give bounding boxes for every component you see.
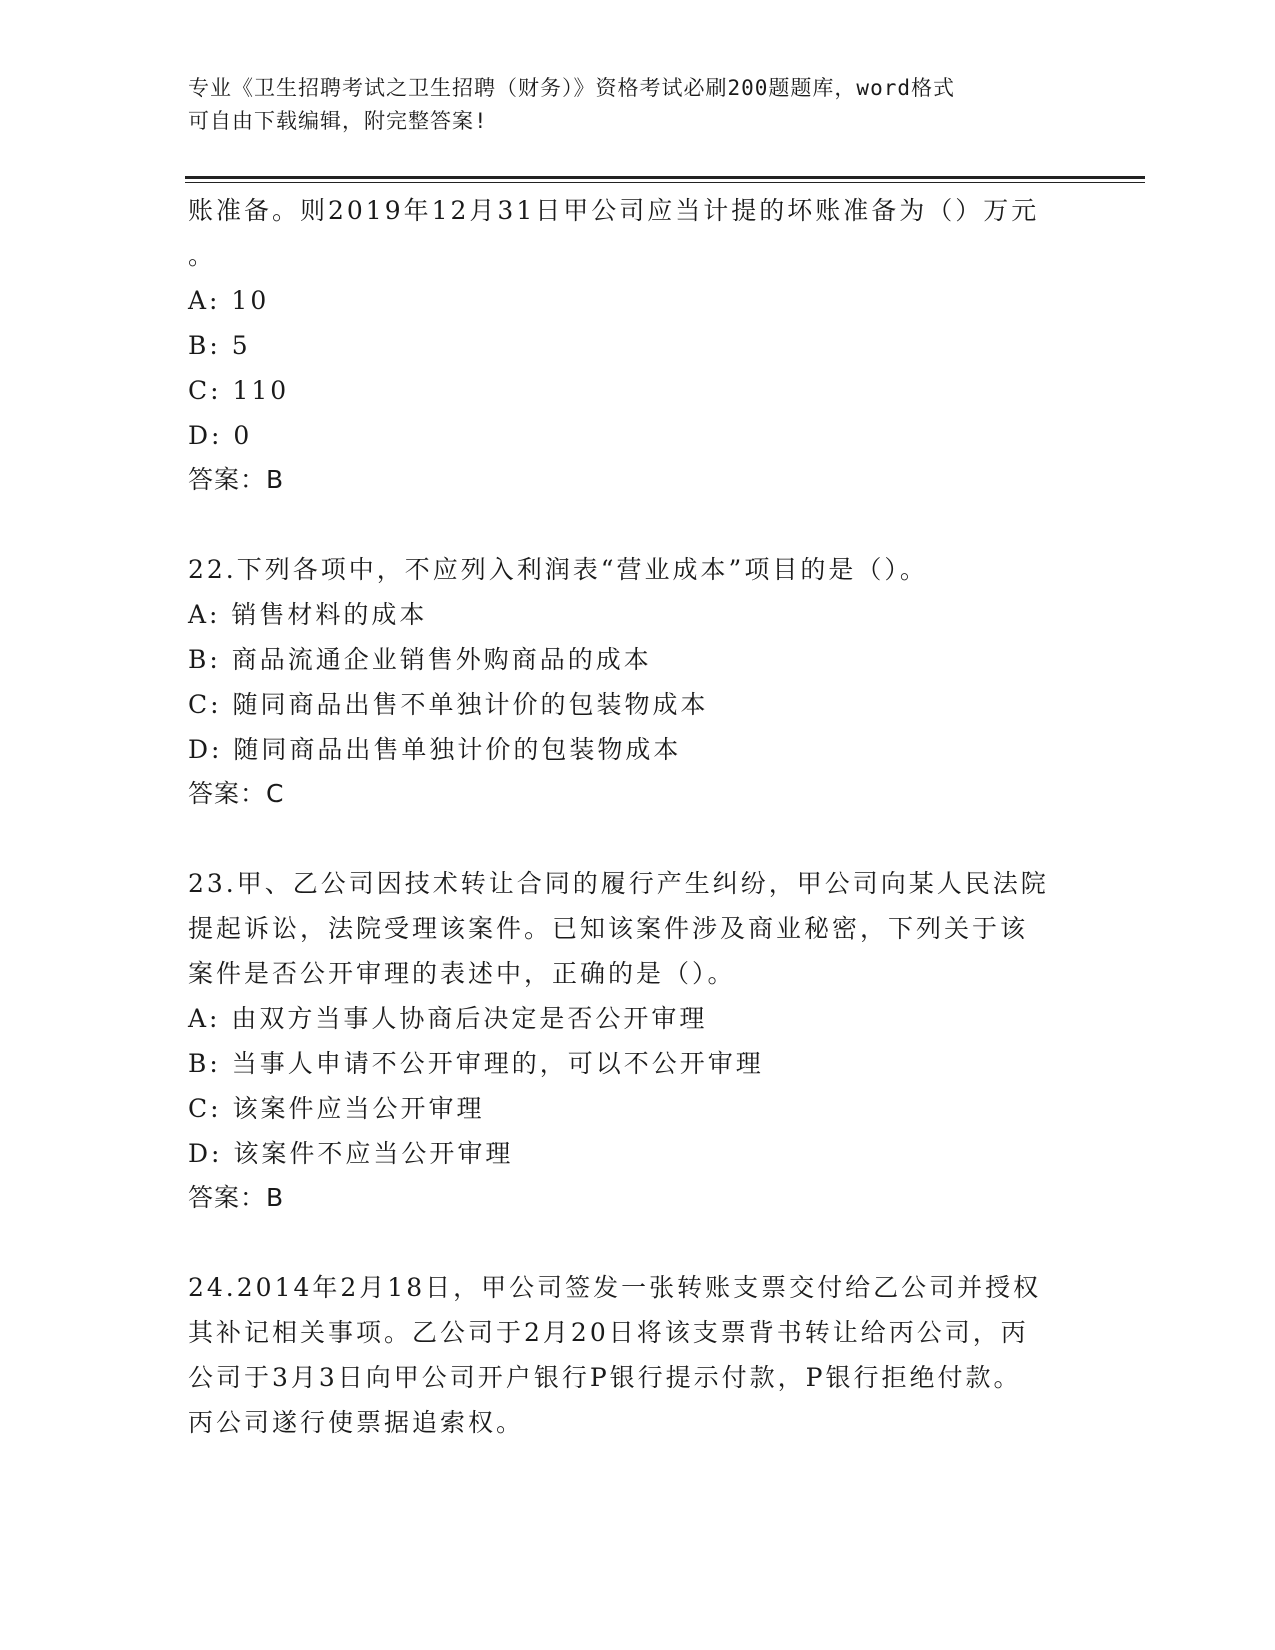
question-22 (188, 547, 1088, 816)
option-b: B: 当事人申请不公开审理的，可以不公开审理 (188, 1049, 764, 1078)
option-b: B: 商品流通企业销售外购商品的成本 (188, 645, 652, 674)
question-21-continuation (188, 188, 1088, 502)
option-c: C: 随同商品出售不单独计价的包装物成本 (188, 690, 709, 719)
question-23 (188, 861, 1088, 1220)
option-a: A: 销售材料的成本 (188, 600, 428, 629)
option-a: A: 10 (188, 286, 270, 315)
answer-label: 答案：C (188, 779, 285, 808)
answer-label: 答案：B (188, 1183, 285, 1212)
question-text-line: 案件是否公开审理的表述中，正确的是（）。 (188, 959, 736, 988)
question-content (188, 188, 1088, 1445)
question-text-line: 账准备。则2019年12月31日甲公司应当计提的坏账准备为（）万元 (188, 196, 1040, 225)
option-d: D: 0 (188, 421, 253, 450)
answer-label: 答案：B (188, 465, 285, 494)
spacer (188, 502, 1088, 547)
question-text-line: 丙公司遂行使票据追索权。 (188, 1408, 525, 1437)
question-text-line: 23.甲、乙公司因技术转让合同的履行产生纠纷，甲公司向某人民法院 (188, 869, 1049, 898)
question-text-line: 24.2014年2月18日，甲公司签发一张转账支票交付给乙公司并授权 (188, 1273, 1042, 1302)
option-d: D: 随同商品出售单独计价的包装物成本 (188, 735, 682, 764)
spacer (188, 816, 1088, 861)
question-text-line: 其补记相关事项。乙公司于2月20日将该支票背书转让给丙公司，丙 (188, 1318, 1029, 1347)
header-line-1: 专业《卫生招聘考试之卫生招聘（财务）》资格考试必刷200题题库，word格式 (188, 76, 955, 100)
header-line-2: 可自由下载编辑，附完整答案! (188, 109, 488, 133)
question-text-line: 。 (188, 241, 217, 270)
option-c: C: 110 (188, 376, 290, 405)
option-c: C: 该案件应当公开审理 (188, 1094, 485, 1123)
option-b: B: 5 (188, 331, 251, 360)
header-divider-thick (185, 176, 1145, 179)
question-text-line: 公司于3月3日向甲公司开户银行P银行提示付款，P银行拒绝付款。 (188, 1363, 1022, 1392)
spacer (188, 1220, 1088, 1265)
document-header (188, 72, 1068, 138)
option-a: A: 由双方当事人协商后决定是否公开审理 (188, 1004, 708, 1033)
option-d: D: 该案件不应当公开审理 (188, 1139, 514, 1168)
question-text-line: 22.下列各项中，不应列入利润表“营业成本”项目的是（）。 (188, 555, 928, 584)
question-text-line: 提起诉讼，法院受理该案件。已知该案件涉及商业秘密，下列关于该 (188, 914, 1029, 943)
header-divider-thin (185, 182, 1145, 183)
question-24 (188, 1265, 1088, 1445)
